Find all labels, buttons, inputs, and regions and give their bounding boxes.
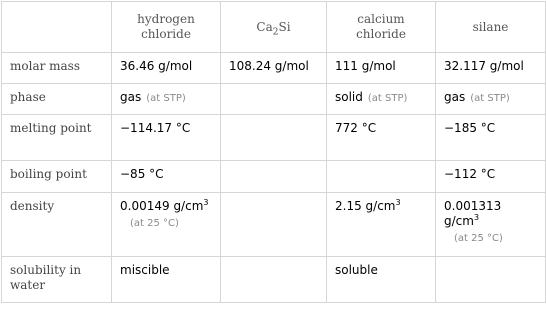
cell-molar-mass-hcl: 36.46 g/mol bbox=[112, 53, 221, 84]
cell-molar-mass-cacl2: 111 g/mol bbox=[327, 53, 436, 84]
ca2si-subscript: 2 bbox=[272, 26, 279, 37]
phase-value: solid bbox=[335, 90, 363, 104]
cell-solubility-cacl2: soluble bbox=[327, 257, 436, 303]
header-row bbox=[2, 2, 546, 53]
ca2si-base: Ca bbox=[256, 19, 273, 34]
cell-phase-ca2si bbox=[221, 84, 327, 115]
row-label-melting-point: melting point bbox=[2, 115, 112, 161]
cell-phase-hcl bbox=[112, 84, 221, 115]
cell-boiling-point-cacl2 bbox=[327, 161, 436, 193]
cell-boiling-point-ca2si bbox=[221, 161, 327, 193]
cell-boiling-point-hcl: −85 °C bbox=[112, 161, 221, 193]
row-phase bbox=[2, 84, 546, 115]
cell-melting-point-hcl: −114.17 °C bbox=[112, 115, 221, 161]
row-solubility bbox=[2, 257, 546, 303]
row-label-density: density bbox=[2, 193, 112, 257]
cell-boiling-point-silane: −112 °C bbox=[436, 161, 546, 193]
properties-table bbox=[1, 1, 546, 303]
cell-molar-mass-ca2si: 108.24 g/mol bbox=[221, 53, 327, 84]
phase-value: gas bbox=[120, 90, 142, 104]
cell-density-ca2si bbox=[221, 193, 327, 257]
cell-molar-mass-silane: 32.117 g/mol bbox=[436, 53, 546, 84]
column-header-silane: silane bbox=[436, 2, 546, 53]
condition-note: (at 25 °C) bbox=[130, 218, 179, 229]
ca2si-end: Si bbox=[278, 19, 291, 34]
cell-density-cacl2 bbox=[327, 193, 436, 257]
exponent: 3 bbox=[203, 198, 209, 207]
cell-melting-point-cacl2: 772 °C bbox=[327, 115, 436, 161]
condition-note: (at STP) bbox=[146, 93, 186, 104]
cell-density-hcl bbox=[112, 193, 221, 257]
cell-melting-point-silane: −185 °C bbox=[436, 115, 546, 161]
cell-melting-point-ca2si bbox=[221, 115, 327, 161]
condition-note: (at STP) bbox=[367, 93, 408, 104]
row-label-boiling-point: boiling point bbox=[2, 161, 112, 193]
cell-phase-silane bbox=[436, 84, 546, 115]
row-label-solubility: solubility in water bbox=[2, 257, 112, 303]
density-value: 0.00149 g/cm bbox=[120, 199, 204, 213]
column-header-ca2si bbox=[221, 2, 327, 53]
condition-note: (at 25 °C) bbox=[454, 233, 503, 244]
cell-solubility-ca2si bbox=[221, 257, 327, 303]
column-header-calcium-chloride: calcium chloride bbox=[327, 2, 436, 53]
corner-cell bbox=[2, 2, 112, 53]
phase-value: gas bbox=[444, 90, 466, 104]
row-melting-point bbox=[2, 115, 546, 161]
row-label-molar-mass: molar mass bbox=[2, 53, 112, 84]
condition-note: (at STP) bbox=[470, 93, 510, 104]
density-value: 2.15 g/cm bbox=[335, 199, 396, 213]
exponent: 3 bbox=[473, 213, 480, 222]
exponent: 3 bbox=[395, 198, 401, 207]
cell-solubility-hcl: miscible bbox=[112, 257, 221, 303]
cell-solubility-silane bbox=[436, 257, 546, 303]
density-value: 0.001313 g/cm bbox=[444, 199, 502, 228]
row-molar-mass bbox=[2, 53, 546, 84]
row-boiling-point bbox=[2, 161, 546, 193]
row-density bbox=[2, 193, 546, 257]
column-header-hydrogen-chloride: hydrogen chloride bbox=[112, 2, 221, 53]
cell-density-silane bbox=[436, 193, 546, 257]
cell-phase-cacl2 bbox=[327, 84, 436, 115]
row-label-phase: phase bbox=[2, 84, 112, 115]
